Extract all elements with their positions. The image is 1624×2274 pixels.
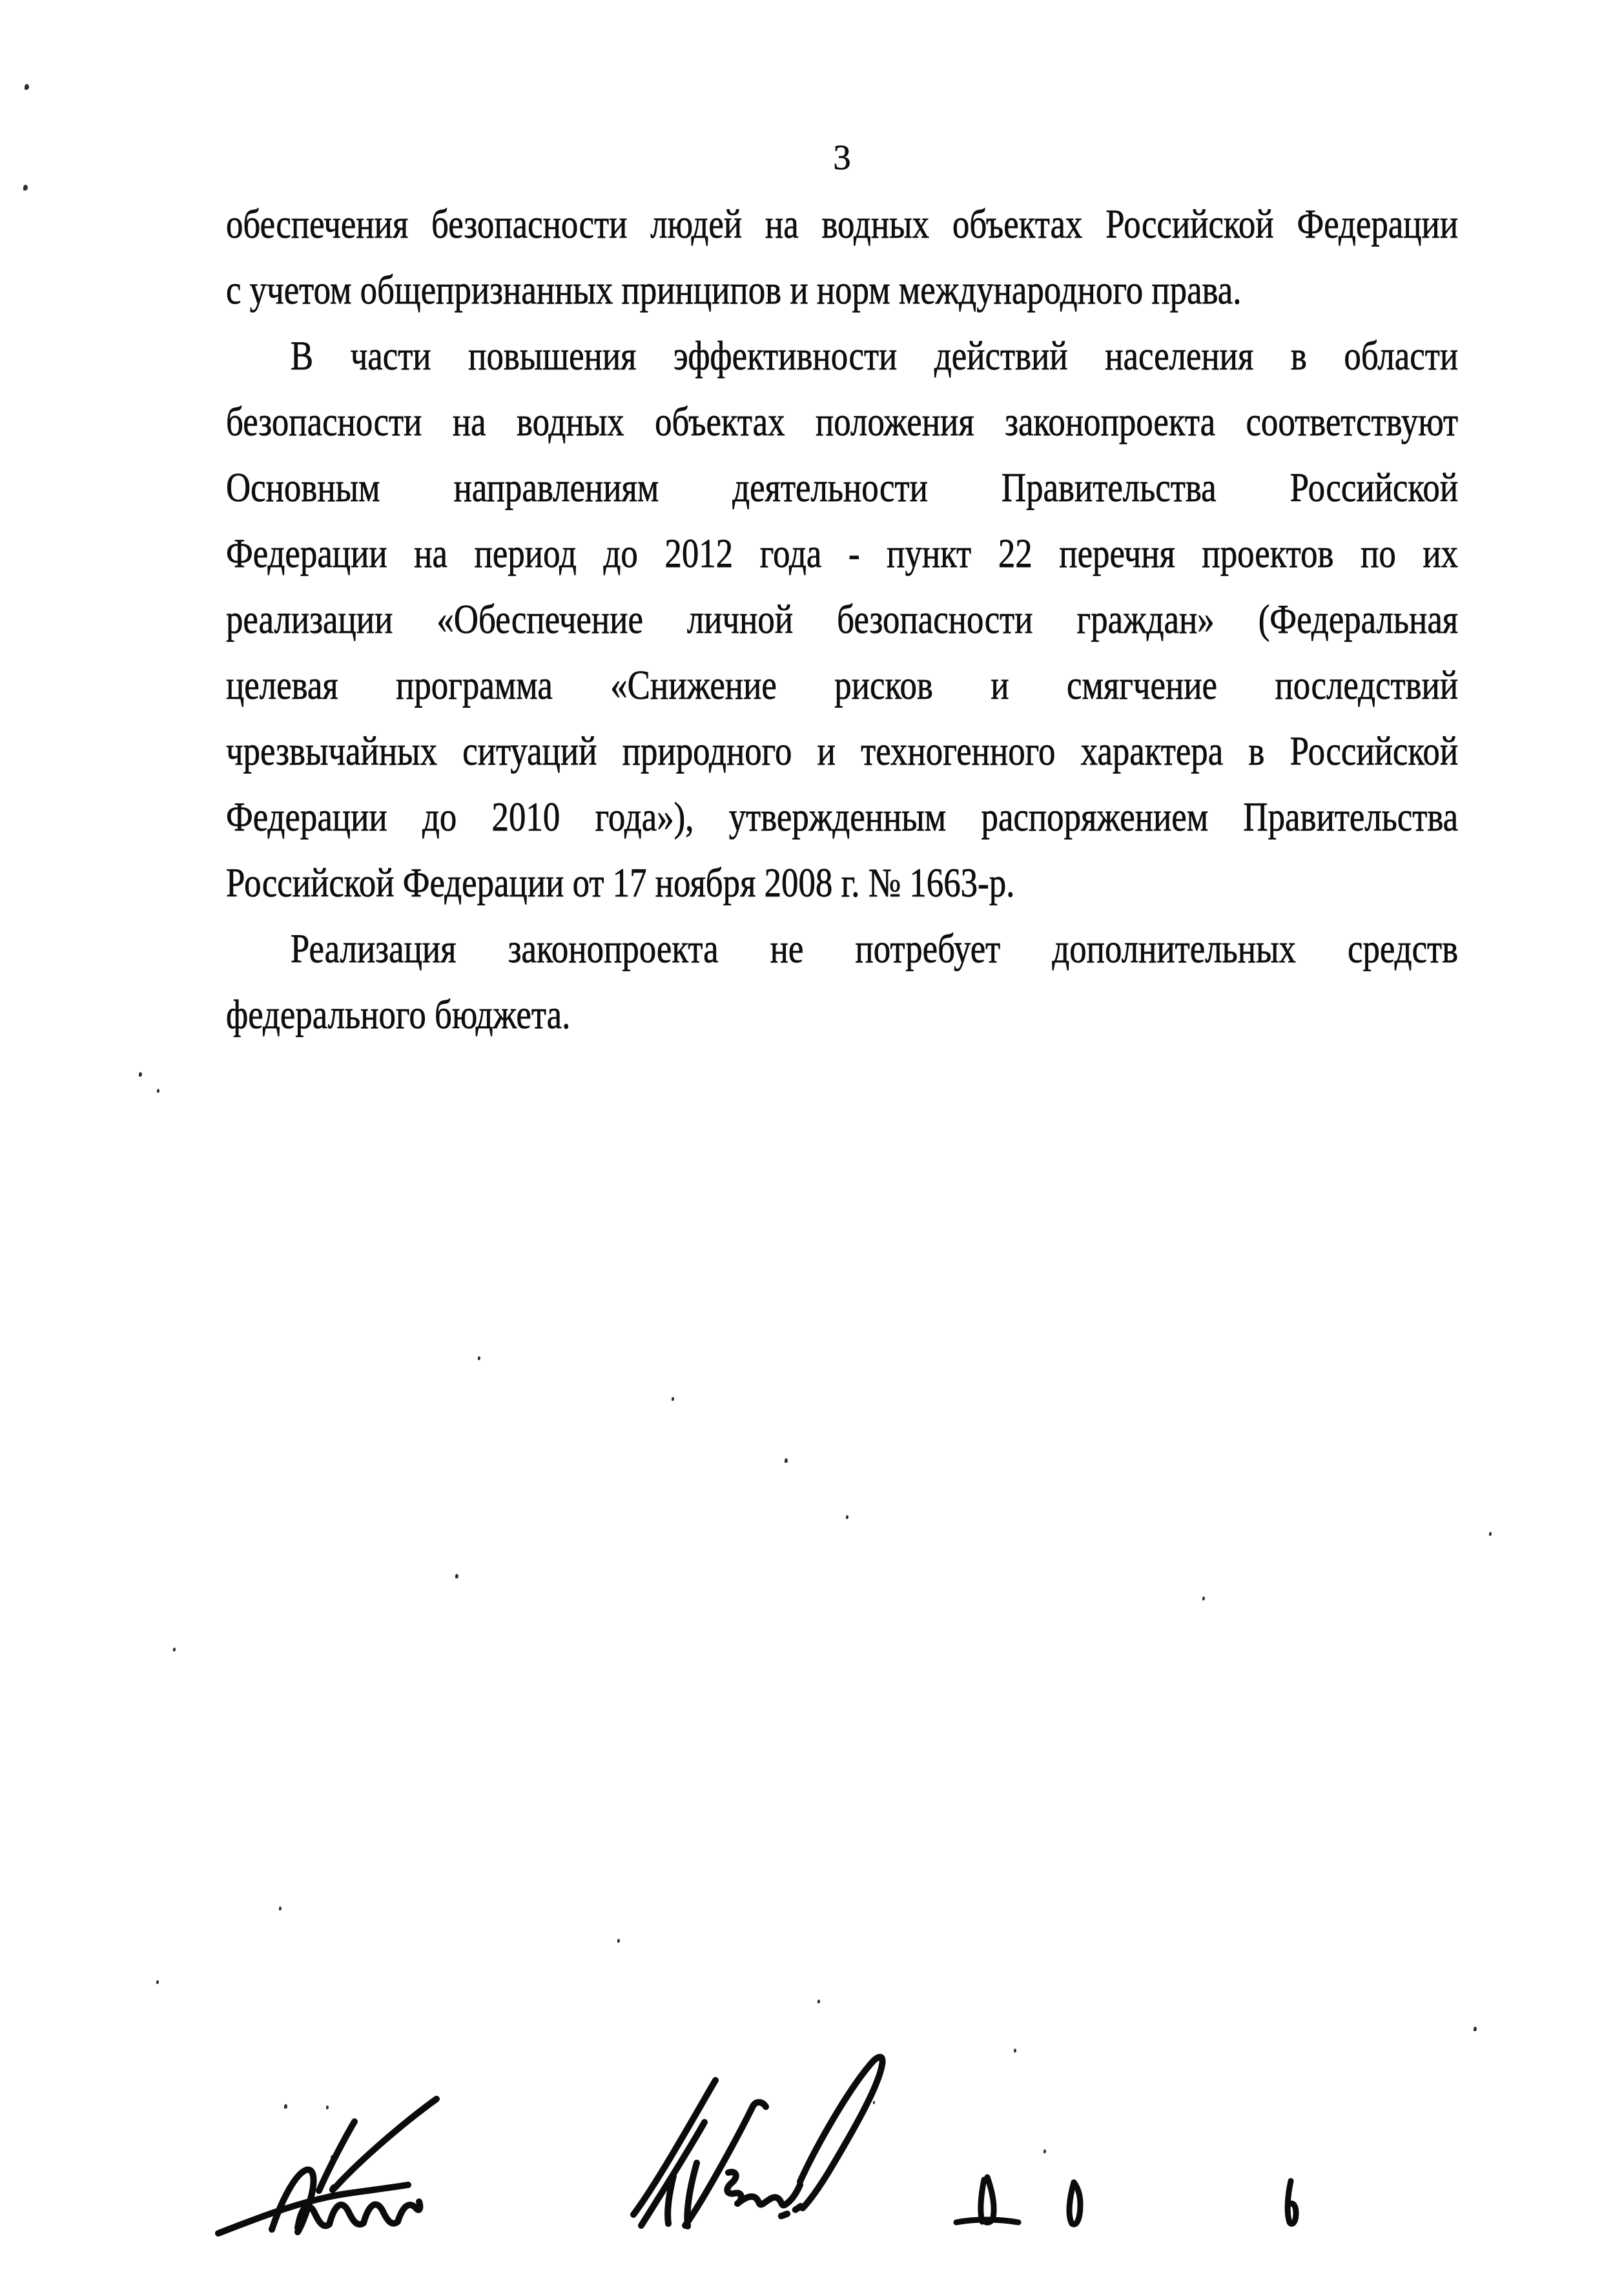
scan-noise-dot [817,2000,820,2003]
signature-1 [218,2099,437,2233]
scan-noise-dot [478,1356,480,1360]
scan-noise-dot [1043,2149,1046,2153]
text-line: безопасности на водных объектах положения законопроекта соответствуют [226,399,1459,444]
text-line: Федерации до 2010 года»), утвержденным распоряжением Правительства [226,794,1459,840]
scan-noise-dot [156,1980,159,1984]
scan-noise-dot [25,84,29,90]
text-line: Основным направлениям деятельности Правительства Российской [226,465,1459,510]
scan-noise-dot [672,1397,674,1401]
scan-noise-dot [279,1907,282,1910]
scan-noise-dot [284,2104,287,2109]
scan-noise-dot [326,2105,329,2109]
text-line: целевая программа «Снижение рисков и смягчение последствий [226,663,1459,708]
scan-noise-dot [23,185,28,191]
text-line: с учетом общепризнанных принципов и норм международного права. [226,267,1242,313]
text-line: реализации «Обеспечение личной безопасности граждан» (Федеральная [226,597,1459,642]
text-line: обеспечения безопасности людей на водных объектах Российской Федерации [226,202,1459,247]
signature-2 [633,2057,883,2226]
text-line: Федерации на период до 2012 года - пункт 22 перечня проектов по их [226,531,1459,576]
scan-noise-dot [1489,1532,1492,1536]
scan-noise-dot [173,1648,176,1651]
text-line: Реализация законопроекта не потребует дополнительных средств [290,926,1459,971]
scan-noise-dot [157,1089,159,1093]
scan-noise-dot [455,1574,458,1578]
text-line: чрезвычайных ситуаций природного и техногенного характера в Российской [226,729,1459,774]
text-line: Российской Федерации от 17 ноября 2008 г. № 1663-р. [226,860,1015,905]
document-body-text [226,191,1458,1048]
text-line: федерального бюджета. [226,992,571,1037]
scan-noise-dot [617,1939,620,1943]
scan-noise-dot [1202,1597,1205,1600]
page-number: 3 [833,138,851,177]
scan-noise-dot [1014,2049,1016,2052]
text-line: В части повышения эффективности действий населения в области [290,333,1459,378]
scan-noise-dot [873,2101,875,2104]
paraph-marks [956,2177,1296,2224]
scan-noise-dot [846,1515,848,1519]
scan-noise-dot [331,2155,334,2160]
scan-noise-dot [139,1072,142,1077]
scan-noise-dot [785,1458,788,1463]
scan-noise-dot [1474,2027,1477,2031]
